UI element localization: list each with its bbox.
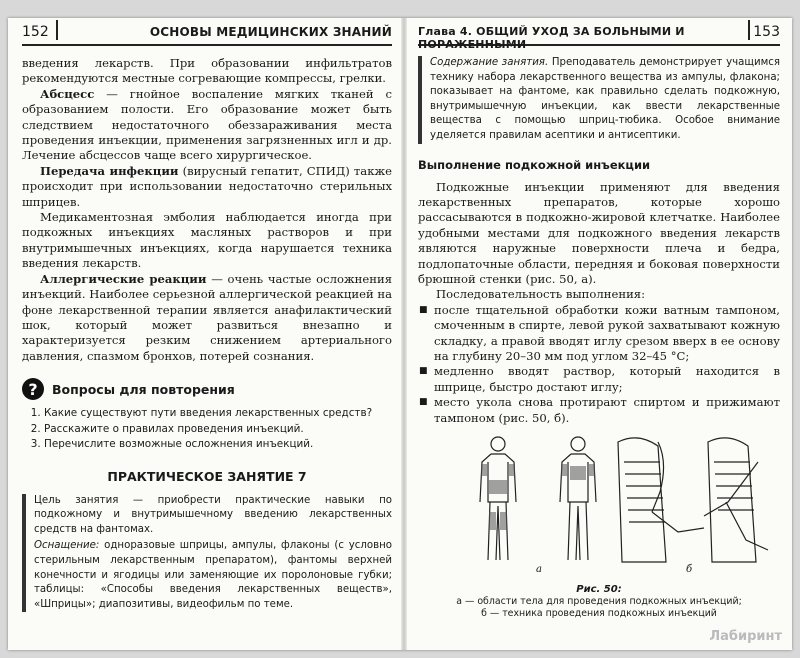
paragraph-allergy xyxy=(22,272,392,364)
questions-list xyxy=(22,406,392,453)
left-page-header xyxy=(22,18,392,46)
question-item: 3. Перечислите возможные осложнения инъекций. xyxy=(44,437,392,453)
content-box xyxy=(418,56,780,144)
step-item: ■ после тщательной обработки кожи ватным тампоном, смоченным в спирте, левой рукой захватывают кожную складку, а правой вводят иглу срезом вверх в ее основу на глубину 20–30 мм под углом 32–45 °С; xyxy=(434,303,780,365)
question-item: 1. Какие существуют пути введения лекарственных средств? xyxy=(44,406,392,422)
content-label: Содержание занятия. xyxy=(430,57,549,68)
paragraph-abscess xyxy=(22,87,392,164)
content-text: Преподаватель демонстрирует учащимся технику набора лекарственного вещества из ампулы, флакона; показывает на фантоме, как правильно сделать подкожную, внутримышечную инъекции, как ввести лекарственные вещества с помощью шприц-тюбика. Особое внимание уделяется правилам асептики и антисептики. xyxy=(430,57,780,141)
caption-title: Рис. 50: xyxy=(576,584,622,596)
figure-label-a: а xyxy=(536,564,542,576)
goal-label: Цель занятия xyxy=(34,494,119,506)
body-regions-illustration xyxy=(458,432,618,572)
right-page xyxy=(418,18,780,650)
paragraph-infiltrates: введения лекарств. При образовании инфильтратов рекомендуются местные согревающие компрессы, грелки. xyxy=(22,56,392,86)
right-page-header xyxy=(418,18,780,51)
step-item: ■ место укола снова протирают спиртом и прижимают тампоном (рис. 50, б). xyxy=(434,395,780,426)
header-divider xyxy=(56,20,58,40)
steps-list xyxy=(418,303,780,426)
term-infection: Передача инфекции xyxy=(40,163,179,178)
question-mark-icon: ? xyxy=(22,378,44,400)
paragraph-infection xyxy=(22,164,392,210)
left-running-title: ОСНОВЫ МЕДИЦИНСКИХ ЗНАНИЙ xyxy=(149,25,392,39)
right-running-title: Глава 4. ОБЩИЙ УХОД ЗА БОЛЬНЫМИ И ПОРАЖЕННЫМИ xyxy=(418,25,685,51)
term-abscess: Абсцесс xyxy=(40,86,95,101)
book-spread xyxy=(8,18,792,650)
figure-caption xyxy=(418,584,780,620)
left-page xyxy=(22,18,392,650)
labirint-watermark: Лабиринт xyxy=(709,629,782,644)
injection-technique-illustration xyxy=(608,432,778,572)
equipment-label: Оснащение: xyxy=(34,540,100,552)
term-allergy: Аллергические реакции xyxy=(40,271,207,286)
practice-title: ПРАКТИЧЕСКОЕ ЗАНЯТИЕ 7 xyxy=(107,468,307,484)
figure-50 xyxy=(418,432,780,584)
infection-text: (вирусный гепатит, СПИД) также происходит при использовании недостаточно стерильных шприцев. xyxy=(22,163,392,209)
equipment-paragraph xyxy=(34,539,392,612)
practice-box xyxy=(22,494,392,613)
figure-label-b: б xyxy=(686,564,693,576)
caption-line-b: б — техника проведения подкожных инъекций xyxy=(481,608,717,620)
paragraph-subcutaneous: Подкожные инъекции применяют для введения лекарственных препаратов, которые хорошо рассасываются в подкожно-жировой клетчатке. Наиболее удобными местами для подкожного введения лекарств являются наружные поверхности плеча и бедра, подлопаточные области, передняя и боковая поверхности брюшной стенки (рис. 50, а). xyxy=(418,179,780,286)
paragraph-embolism: Медикаментозная эмболия наблюдается иногда при подкожных инъекциях масляных растворов и при внутримышечных инъекциях, когда нарушается техника введения лекарств. xyxy=(22,210,392,271)
questions-heading xyxy=(22,378,392,400)
header-divider xyxy=(748,20,750,40)
goal-paragraph xyxy=(34,494,392,538)
paragraph-sequence: Последовательность выполнения: xyxy=(436,287,646,302)
caption-line-a: а — области тела для проведения подкожных инъекций; xyxy=(456,596,742,608)
questions-title: Вопросы для повторения xyxy=(52,381,235,397)
abscess-text: — гнойное воспаление мягких тканей с образованием полости. Его образование может быть следствием недостаточного обеззараживания места проведения инъекции, применения загрязненных игл и др. Лечение абсцессов чаще всего хирургическое. xyxy=(22,86,392,163)
book-gutter xyxy=(401,18,407,650)
section-title: Выполнение подкожной инъекции xyxy=(418,157,651,172)
left-page-number: 152 xyxy=(22,24,49,40)
equipment-text: одноразовые шприцы, ампулы, флаконы (с условно стерильным лекарственным препаратом), фантомы верхней конечности и ягодицы или заменяющие их поролоновые губки; таблицы: «Способы введения лекарственных веществ», «Шприцы»; диапозитивы, видеофильм по теме. xyxy=(34,540,392,610)
right-page-number: 153 xyxy=(753,24,780,40)
step-item: ■ медленно вводят раствор, который находится в шприце, быстро достают иглу; xyxy=(434,364,780,395)
allergy-text: — очень частые осложнения инъекций. Наиболее серьезной аллергической реакцией на фоне лекарственной терапии является анафилактический шок, который может развиться внезапно и характеризуется резким снижением артериального давления, спазмом бронхов, потерей сознания. xyxy=(22,271,393,363)
content-paragraph xyxy=(430,56,780,144)
question-item: 2. Расскажите о правилах проведения инъекций. xyxy=(44,422,392,438)
goal-text: — приобрести практические навыки по подкожному и внутримышечному введению лекарственных средств на фантомах. xyxy=(34,494,392,535)
